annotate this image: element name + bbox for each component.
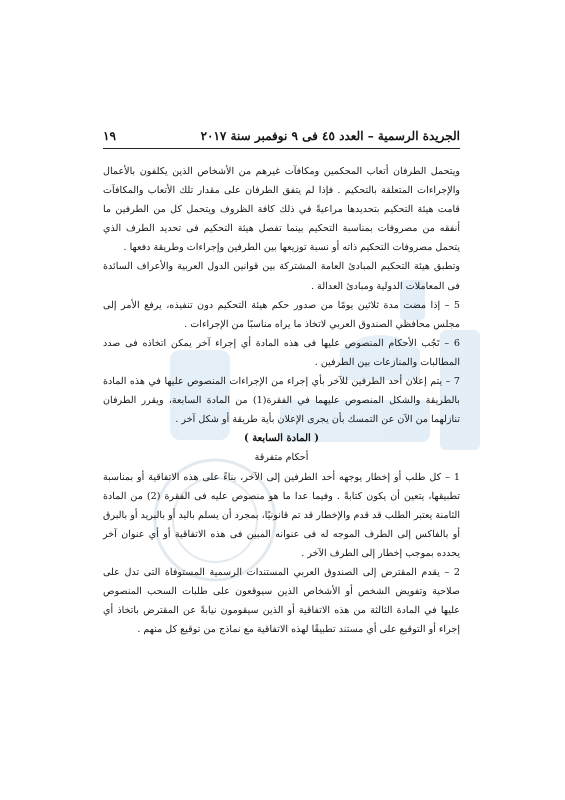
page-header xyxy=(103,129,460,143)
paragraph-article7-clause-2: 2 – يقدم المقترض إلى الصندوق العربي المستندات الرسمية المستوفاة التى تدل على صلاحية وتفويض الشخص أو الأشخاص الذين سيوقعون على طلبات السحب المنصوص عليها في المادة الثالثة من هذه الاتفاقية أو الذين سيقومون نيابةً عن المقترض باتخاذ أي إجراء أو التوقيع على أي مستند تطبيقًا لهذه الاتفاقية مع نماذج من توقيع كل منهم . xyxy=(103,566,460,636)
paragraph-fees: ويتحمل الطرفان أتعاب المحكمين ومكافآت غيرهم من الأشخاص الذين يكلفون بالأعمال والإجراءات المتعلقة بالتحكيم . فإذا لم يتفق الطرفان على مقدار تلك الأتعاب والمكافآت قامت هيئة التحكيم بتحديدها مراعيةً في ذلك كافة الظروف ويتحمل كل من الطرفين ما أنفقه من مصروفات بمناسبة التحكيم بينما تفصل هيئة التحكيم فى تحديد الطرف الذي يتحمل مصروفات التحكيم ذاته أو نسبة توزيعها بين الطرفين وإجراءات وطريقة دفعها . xyxy=(103,166,460,254)
paragraph-clause-6: 6 – تَجُب الأحكام المنصوص عليها فى هذه المادة أي إجراء آخر يمكن اتخاذه فى صدد المطالبات والمنازعات بين الطرفين . xyxy=(103,337,460,368)
gazette-title: الجريدة الرسمية – العدد ٤٥ فى ٩ نوفمبر سنة ٢٠١٧ xyxy=(200,129,460,143)
page-number: ١٩ xyxy=(103,129,116,143)
paragraph-clause-7: 7 – يتم إعلان أحد الطرفين للآخر بأي إجراء من الإجراءات المنصوص عليها في هذه المادة بالطريقة والشكل المنصوص عليهما في الفقرة(1) من المادة السابعة، ويقرر الطرفان تنازلهما من الآن عن التمسك بأن يجرى الإعلان بأية طريقة أو شكل آخر . xyxy=(103,376,460,426)
paragraph-applicable-law: وتطبق هيئة التحكيم المبادئ العامة المشتركة بين قوانين الدول العربية والأعراف السائدة فى المعاملات الدولية ومبادئ العدالة . xyxy=(103,261,460,292)
article-subtitle: أحكام متفرقة xyxy=(254,452,309,464)
paragraph-clause-5: 5 – إذا مضت مدة ثلاثين يومًا من صدور حكم هيئة التحكيم دون تنفيذه، يرفع الأمر إلى مجلس محافظي الصندوق العربي لاتخاذ ما يراه مناسبًا من الإجراءات . xyxy=(103,299,460,330)
header-rule xyxy=(103,148,460,149)
paragraph-article7-clause-1: 1 – كل طلب أو إخطار يوجهه أحد الطرفين إلى الآخر، بناءً على هذه الاتفاقية أو بمناسبة تطبيقها، يتعين أن يكون كتابةً . وفيما عدا ما هو منصوص عليه فى الفقرة (2) من المادة الثامنة يعتبر الطلب قد قدم والإخطار قد تم قانونيًا، بمجرد أن يسلم باليد أو بالبريد أو بالبرق أو بالفاكس إلى الطرف الموجه له فى عنوانه المبين فى هذه الاتفاقية أو أي عنوان آخر يحدده بموجب إخطار إلى الطرف الآخر . xyxy=(103,471,460,559)
document-page xyxy=(103,129,460,639)
article-title: ( المادة السابعة ) xyxy=(243,433,319,445)
